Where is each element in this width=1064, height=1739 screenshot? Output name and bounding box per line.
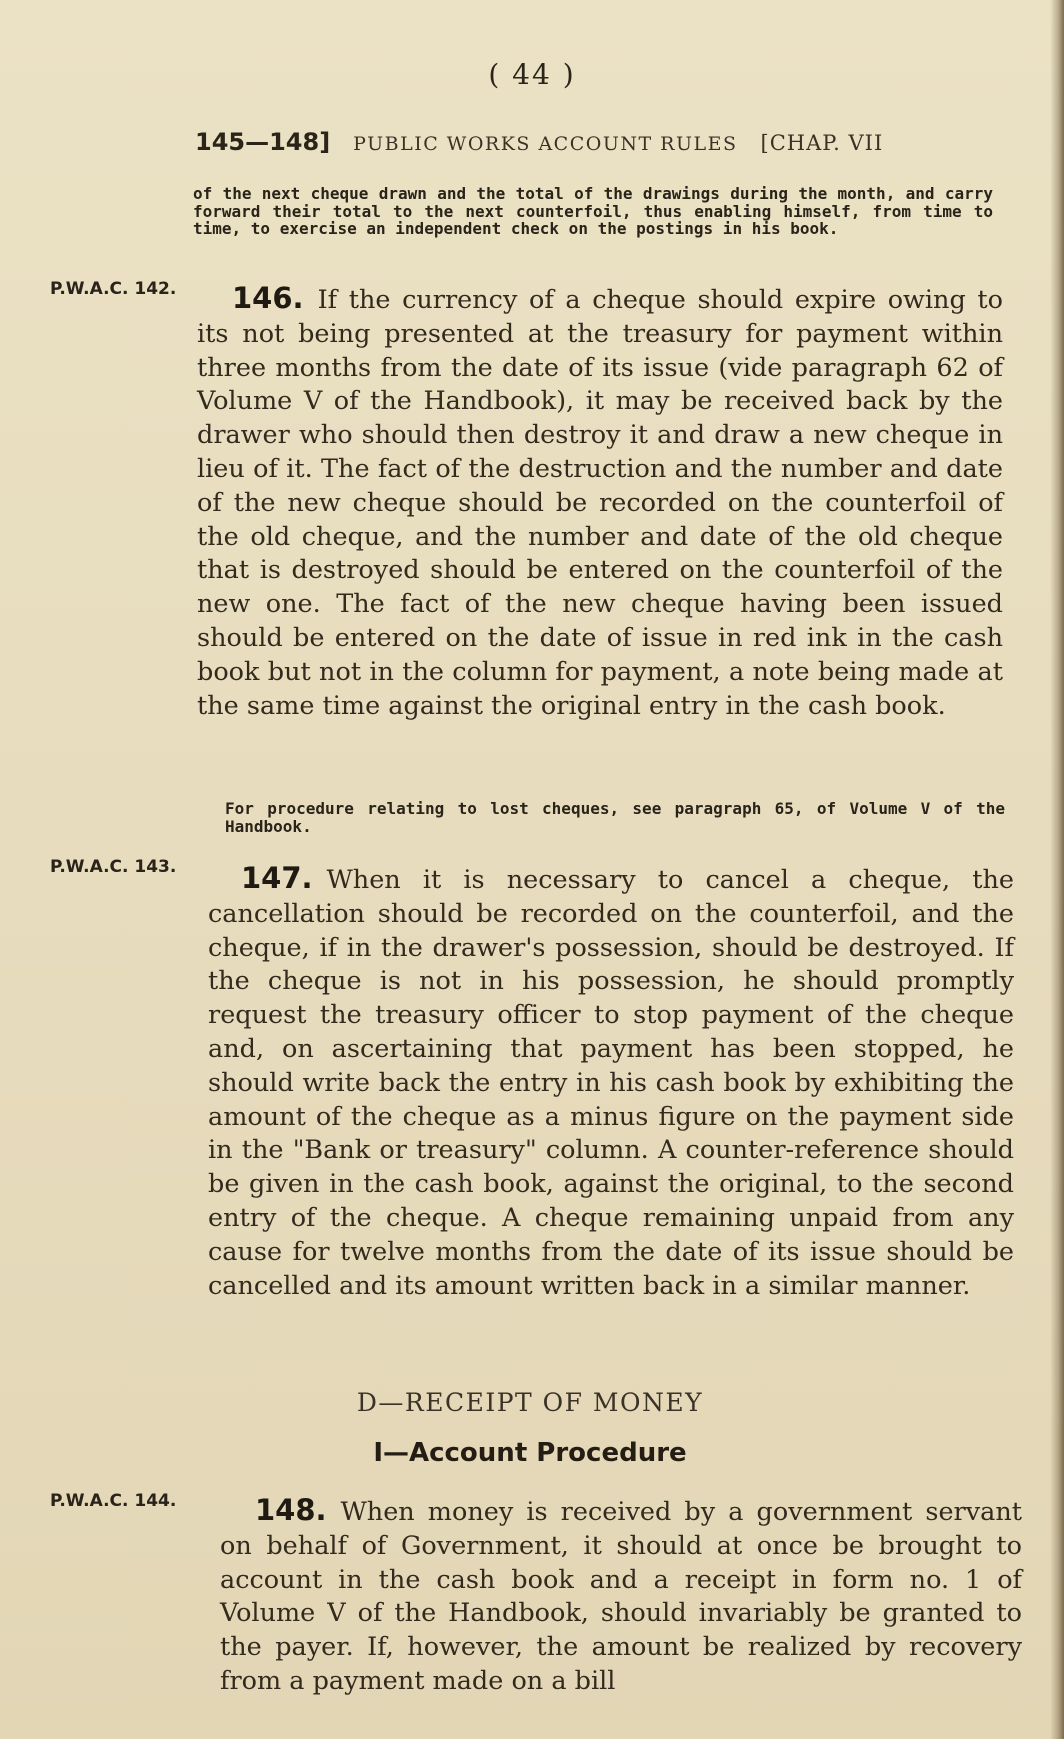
- chapter-label: [CHAP. VII: [760, 131, 884, 155]
- paragraph-number: 147.: [241, 861, 313, 895]
- intro-continuation-text: of the next cheque drawn and the total of the drawings during the month, and carry forward their total to the next counterfoil, thus enabling himself, from time to time, to exercise an independent check on the postings in his book.: [193, 184, 993, 238]
- paragraph-text: When money is received by a government servant on behalf of Government, it should at once be brought to account in the cash book and a receipt in form no. 1 of Volume V of the Handbook, should invariably be granted to the payer. If, however, the amount be realized by recovery from a payment made on a bill: [220, 1497, 1022, 1696]
- paragraph-text: If the currency of a cheque should expire owing to its not being presented at the treasury for payment within three months from the date of its issue (vide paragraph 62 of Volume V of the Handbook), it may be received back by the drawer who should then destroy it and draw a new cheque in lieu of it. The fact of the destruction and the number and date of the new cheque should be recorded on the counterfoil of the old cheque, and the number and date of the old cheque that is destroyed should be entered on the counterfoil of the new one. The fact of the new cheque having been issued should be entered on the date of issue in red ink in the cash book but not in the column for payment, a note being made at the same time against the original entry in the cash book.: [197, 285, 1003, 721]
- paragraph-146: [197, 282, 1003, 723]
- paragraph-148: [220, 1494, 1022, 1699]
- paragraph-number: 146.: [232, 281, 304, 315]
- section-heading: D—RECEIPT OF MONEY: [356, 1388, 704, 1417]
- page-edge-shadow: [1050, 0, 1064, 1739]
- margin-ref-144: P.W.A.C. 144.: [50, 1491, 177, 1511]
- page-number: ( 44 ): [488, 58, 576, 91]
- margin-ref-143: P.W.A.C. 143.: [50, 857, 177, 877]
- paragraph-147: [208, 862, 1014, 1303]
- note-lost-cheques: For procedure relating to lost cheques, see paragraph 65, of Volume V of the Handbook.: [225, 799, 1005, 836]
- margin-ref-142: P.W.A.C. 142.: [50, 279, 177, 299]
- paragraph-text: When it is necessary to cancel a cheque, the cancellation should be recorded on the counterfoil, and the cheque, if in the drawer's possession, should be destroyed. If the cheque is not in his possession, he should promptly request the treasury officer to stop payment of the cheque and, on ascertaining that payment has been stopped, he should write back the entry in his cash book by exhibiting the amount of the cheque as a minus figure on the payment side in the "Bank or treasury" column. A counter-reference should be given in the cash book, against the original, to the second entry of the cheque. A cheque remaining unpaid from any cause for twelve months from the date of its issue should be cancelled and its amount written back in a similar manner.: [208, 865, 1014, 1301]
- subsection-heading: I—Account Procedure: [373, 1438, 687, 1468]
- paragraph-range: 145—148]: [195, 128, 331, 156]
- running-head: [195, 128, 995, 156]
- paragraph-number: 148.: [255, 1493, 327, 1527]
- book-title: PUBLIC WORKS ACCOUNT RULES: [353, 133, 738, 155]
